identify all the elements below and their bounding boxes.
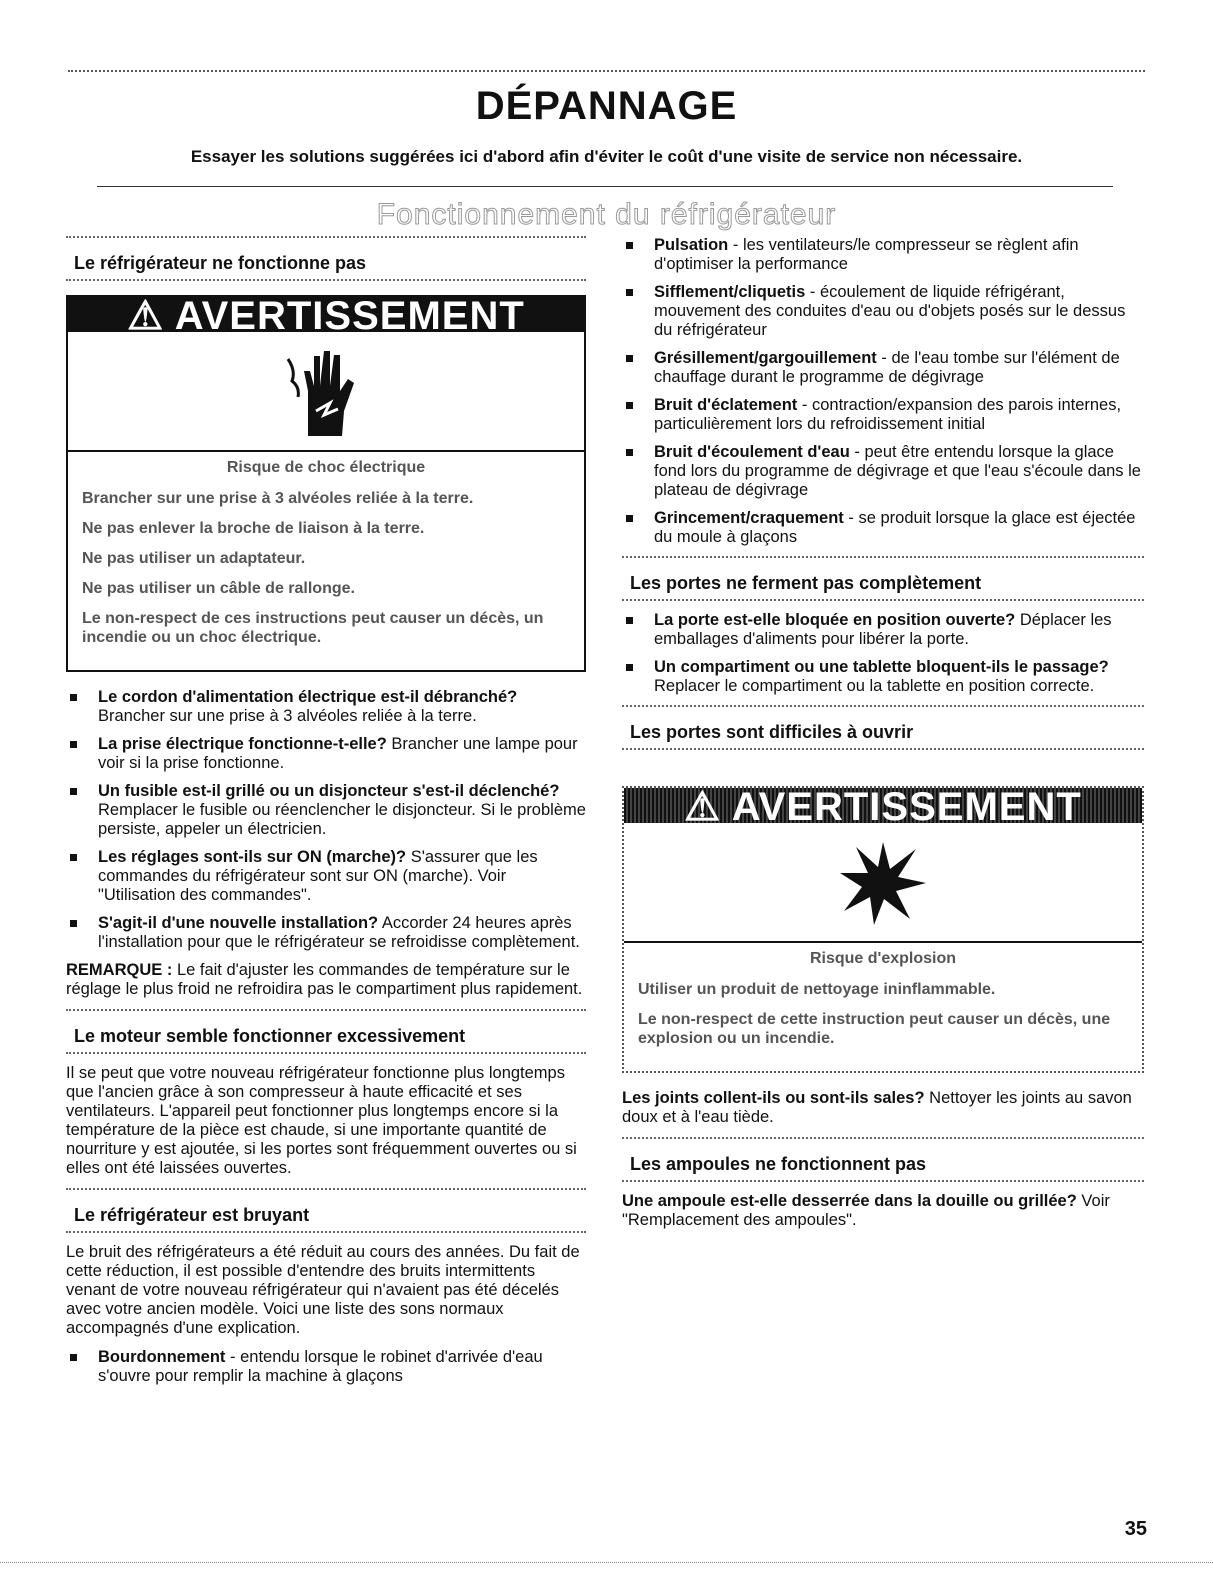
checklist-power xyxy=(66,688,586,952)
heading-motor: Le moteur semble fonctionner excessivement xyxy=(66,1009,586,1054)
page-title: DÉPANNAGE xyxy=(475,84,738,128)
warning-triangle-icon: ⚠ xyxy=(684,785,722,829)
noise-list-left xyxy=(66,1348,586,1386)
top-dotted-rule xyxy=(68,70,1145,72)
warning-title: AVERTISSEMENT xyxy=(731,785,1082,829)
heading-doors-open: Les portes sont difficiles à ouvrir xyxy=(622,705,1144,750)
warning-triangle-icon: ⚠ xyxy=(127,294,165,338)
right-column xyxy=(622,236,1144,1240)
heading-doors-close: Les portes ne ferment pas complètement xyxy=(622,556,1144,601)
header-rule xyxy=(97,186,1113,187)
list-item: Bruit d'écoulement d'eau - peut être entendu lorsque la glace fond lors du programme de dégivrage et que l'eau s'écoule dans le plateau de dégivrage xyxy=(622,443,1144,500)
list-item: Sifflement/cliquetis - écoulement de liquide réfrigérant, mouvement des conduites d'eau ou d'objets posés sur le dessus du réfrigérateur xyxy=(622,283,1144,340)
warning-line: Le non-respect de cette instruction peut causer un décès, une explosion ou un incendie. xyxy=(638,1011,1111,1047)
warning-body xyxy=(68,452,584,670)
warning-title: AVERTISSEMENT xyxy=(174,294,525,338)
paragraph-joints: Les joints collent-ils ou sont-ils sales? Nettoyer les joints au savon doux et à l'eau tiède. xyxy=(622,1089,1132,1126)
warning-box-explosion xyxy=(622,786,1144,1073)
list-item: S'agit-il d'une nouvelle installation? Accorder 24 heures après l'installation pour que le réfrigérateur se refroidisse complètement. xyxy=(66,914,586,952)
warning-line: Utiliser un produit de nettoyage ininflammable. xyxy=(638,981,996,998)
explosion-icon xyxy=(624,823,1142,943)
list-item: Grincement/craquement - se produit lorsque la glace est éjectée du moule à glaçons xyxy=(622,509,1144,547)
heading-noisy: Le réfrigérateur est bruyant xyxy=(66,1188,586,1233)
electric-shock-icon xyxy=(68,332,584,452)
list-item: Les réglages sont-ils sur ON (marche)? S'assurer que les commandes du réfrigérateur sont sur ON (marche). Voir "Utilisation des commandes". xyxy=(66,848,586,905)
warning-risk: Risque d'explosion xyxy=(809,950,957,967)
list-item: Bourdonnement - entendu lorsque le robinet d'arrivée d'eau s'ouvre pour remplir la machine à glaçons xyxy=(66,1348,586,1386)
warning-header xyxy=(624,785,1142,829)
warning-line: Ne pas utiliser un câble de rallonge. xyxy=(82,580,355,597)
warning-box-electric xyxy=(66,295,586,672)
warning-line: Ne pas enlever la broche de liaison à la terre. xyxy=(82,520,425,537)
left-column xyxy=(66,236,586,1395)
checklist-doors xyxy=(622,611,1144,696)
paragraph-noisy: Le bruit des réfrigérateurs a été réduit au cours des années. Du fait de cette réduction, il est possible d'entendre des bruits intermittents venant de votre nouveau réfrigérateur qui n'avaient pas été décelés avec votre ancien modèle. Voici une liste des sons normaux accompagnés d'une explication. xyxy=(66,1243,580,1337)
warning-risk: Risque de choc électrique xyxy=(226,459,426,476)
list-item: Grésillement/gargouillement - de l'eau tombe sur l'élément de chauffage durant le programme de dégivrage xyxy=(622,349,1144,387)
section-title: Fonctionnement du réfrigérateur xyxy=(376,198,837,231)
list-item: Pulsation - les ventilateurs/le compresseur se règlent afin d'optimiser la performance xyxy=(622,236,1144,274)
list-item: Le cordon d'alimentation électrique est-il débranché? Brancher sur une prise à 3 alvéoles reliée à la terre. xyxy=(66,688,586,726)
heading-not-working: Le réfrigérateur ne fonctionne pas xyxy=(66,236,586,281)
heading-bulbs: Les ampoules ne fonctionnent pas xyxy=(622,1137,1144,1182)
list-item: La prise électrique fonctionne-t-elle? Brancher une lampe pour voir si la prise fonctionne. xyxy=(66,735,586,773)
noise-list-right xyxy=(622,236,1144,547)
warning-body xyxy=(624,943,1142,1071)
paragraph-motor: Il se peut que votre nouveau réfrigérateur fonctionne plus longtemps que l'ancien grâce à son compresseur à haute efficacité et ses ventilateurs. L'appareil peut fonctionner plus longtemps encore si la température de la pièce est chaude, si une importante quantité de nourriture y est ajoutée, si les portes sont fréquemment ouvertes ou si elles ont été laissées ouvertes. xyxy=(66,1064,577,1177)
list-item: La porte est-elle bloquée en position ouverte? Déplacer les emballages d'aliments pour libérer la porte. xyxy=(622,611,1144,649)
page-number: 35 xyxy=(1124,1518,1147,1540)
list-item: Bruit d'éclatement - contraction/expansion des parois internes, particulièrement lors du refroidissement initial xyxy=(622,396,1144,434)
page-subtitle: Essayer les solutions suggérées ici d'abord afin d'éviter le coût d'une visite de service non nécessaire. xyxy=(190,147,1023,166)
paragraph-bulbs: Une ampoule est-elle desserrée dans la douille ou grillée? Voir "Remplacement des ampoules". xyxy=(622,1192,1110,1229)
list-item: Un fusible est-il grillé ou un disjoncteur s'est-il déclenché? Remplacer le fusible ou réenclencher le disjoncteur. Si le problème persiste, appeler un électricien. xyxy=(66,782,586,839)
remarque-note: REMARQUE : Le fait d'ajuster les commandes de température sur le réglage le plus froid ne refroidira pas le compartiment plus rapidement. xyxy=(66,961,583,998)
warning-line: Le non-respect de ces instructions peut causer un décès, un incendie ou un choc électrique. xyxy=(82,610,544,646)
list-item: Un compartiment ou une tablette bloquent-ils le passage? Replacer le compartiment ou la tablette en position correcte. xyxy=(622,658,1144,696)
warning-line: Ne pas utiliser un adaptateur. xyxy=(82,550,306,567)
warning-header xyxy=(68,294,584,338)
warning-line: Brancher sur une prise à 3 alvéoles reliée à la terre. xyxy=(82,490,474,507)
bottom-dotted-rule xyxy=(0,1562,1213,1563)
